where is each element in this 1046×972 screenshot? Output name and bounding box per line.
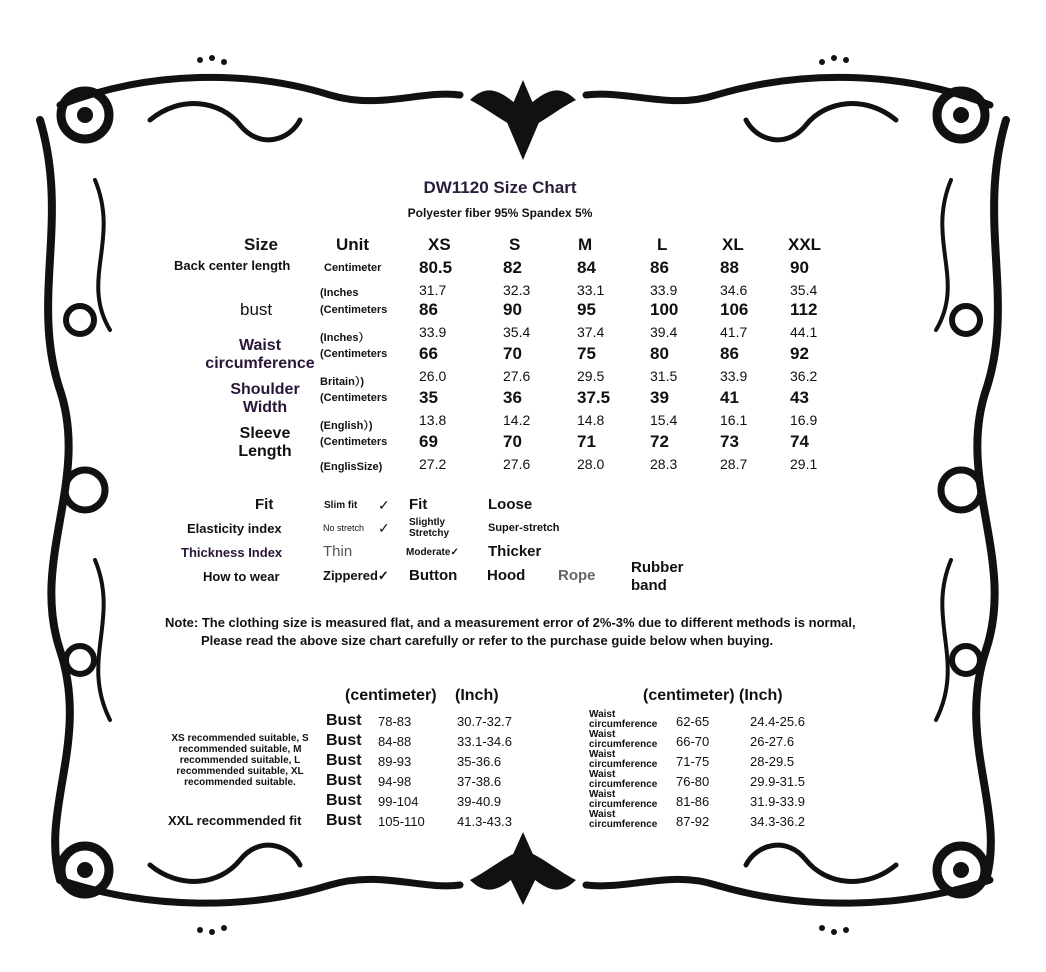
value-cell: 70 [503, 344, 522, 363]
value-cell: 35.4 [503, 324, 531, 340]
size-col-m: M [578, 235, 593, 254]
value-cell: 33.1 [577, 282, 605, 298]
waist-inch-value: 31.9-33.9 [750, 794, 805, 809]
size-col-l: L [657, 235, 668, 254]
value-cell: 14.8 [577, 412, 605, 428]
thickness-option-thin: Thin [323, 543, 353, 560]
value-cell: 34.6 [720, 282, 748, 298]
elasticity-check-icon: ✓ [378, 520, 390, 536]
size-col-xs: XS [428, 235, 451, 254]
bust-label: Bust [326, 772, 362, 789]
size-col-s: S [509, 235, 521, 254]
waist-inch-value: 26-27.6 [750, 734, 795, 749]
value-cell: 15.4 [650, 412, 678, 428]
value-cell: 44.1 [790, 324, 818, 340]
value-cell: 90 [503, 300, 522, 319]
waist-inch-value: 34.3-36.2 [750, 814, 805, 829]
fit-option-loose: Loose [488, 496, 533, 513]
bust-inch-value: 37-38.6 [457, 774, 502, 789]
value-cell: 66 [419, 344, 438, 363]
note-line-1: Note: The clothing size is measured flat, and a measurement error of 2%-3% due to different methods is normal, [165, 615, 856, 630]
thickness-option-moderate: Moderate✓ [406, 547, 459, 558]
unit-cell: (Inches） [320, 332, 370, 344]
value-cell: 33.9 [720, 368, 748, 384]
row-label-sleeve: Sleeve Length [238, 425, 292, 460]
bust-label: Bust [326, 752, 362, 769]
guide-left-header-cm: (centimeter) [345, 687, 437, 704]
elasticity-option-slight: Slightly Stretchy [409, 517, 450, 539]
value-cell: 37.5 [577, 388, 611, 407]
waist-inch-value: 29.9-31.5 [750, 774, 805, 789]
size-col-xl: XL [722, 235, 744, 254]
size-col-xxl: XXL [788, 235, 822, 254]
wear-option-button: Button [409, 567, 458, 584]
bust-cm-value: 105-110 [378, 814, 425, 829]
elasticity-option-none: No stretch [323, 523, 365, 533]
value-cell: 35.4 [790, 282, 818, 298]
value-cell: 27.6 [503, 368, 531, 384]
unit-cell: (Centimeters [320, 304, 388, 316]
value-cell: 84 [577, 258, 596, 277]
value-cell: 26.0 [419, 368, 447, 384]
value-cell: 32.3 [503, 282, 531, 298]
thickness-option-thicker: Thicker [488, 543, 542, 560]
value-cell: 100 [650, 300, 679, 319]
value-cell: 28.3 [650, 456, 678, 472]
value-cell: 13.8 [419, 412, 447, 428]
value-cell: 29.5 [577, 368, 605, 384]
xxl-recommend-text: XXL recommended fit [168, 813, 302, 828]
waist-inch-value: 24.4-25.6 [750, 714, 805, 729]
guide-left-header-inch: (Inch) [455, 687, 499, 704]
unit-cell: (Centimeters [320, 348, 388, 360]
wear-option-rubber-band: Rubber band [631, 559, 684, 594]
value-cell: 73 [720, 432, 739, 451]
value-cell: 28.0 [577, 456, 605, 472]
bust-label: Bust [326, 792, 362, 809]
value-cell: 33.9 [650, 282, 678, 298]
unit-header: Unit [336, 235, 370, 254]
value-cell: 80.5 [419, 258, 453, 277]
waist-cm-value: 71-75 [676, 754, 710, 769]
fit-option-fit: Fit [409, 496, 428, 513]
value-cell: 80 [650, 344, 669, 363]
value-cell: 28.7 [720, 456, 748, 472]
bust-inch-value: 30.7-32.7 [457, 714, 512, 729]
waist-cm-value: 81-86 [676, 794, 710, 809]
bust-inch-value: 33.1-34.6 [457, 734, 512, 749]
wear-option-zippered: Zippered✓ [323, 568, 389, 583]
bust-cm-value: 99-104 [378, 794, 419, 809]
bust-cm-value: 78-83 [378, 714, 412, 729]
value-cell: 31.5 [650, 368, 678, 384]
guide-right-header: (centimeter) (Inch) [643, 687, 783, 704]
value-cell: 33.9 [419, 324, 447, 340]
value-cell: 39.4 [650, 324, 678, 340]
bust-cm-value: 84-88 [378, 734, 412, 749]
value-cell: 74 [790, 432, 809, 451]
waist-label: Waist circumference [589, 709, 658, 730]
bust-inch-value: 41.3-43.3 [457, 814, 512, 829]
waist-cm-value: 87-92 [676, 814, 710, 829]
value-cell: 95 [577, 300, 596, 319]
unit-cell: (Centimeters [320, 436, 388, 448]
value-cell: 112 [790, 300, 818, 319]
value-cell: 86 [419, 300, 438, 319]
elasticity-option-super: Super-stretch [488, 522, 560, 534]
value-cell: 16.1 [720, 412, 748, 428]
attr-label-thickness: Thickness Index [181, 545, 283, 560]
value-cell: 86 [720, 344, 739, 363]
note-line-2: Please read the above size chart carefully or refer to the purchase guide below when buying. [201, 633, 774, 648]
unit-cell: Centimeter [324, 262, 382, 274]
waist-label: Waist circumference [589, 749, 658, 770]
page-title: DW1120 Size Chart [423, 178, 577, 197]
bust-cm-value: 94-98 [378, 774, 412, 789]
value-cell: 90 [790, 258, 809, 277]
waist-label: Waist circumference [589, 769, 658, 790]
recommend-text: XS recommended suitable, S recommended suitable, M recommended suitable, L recommended suitable, XL recommended suitable. [171, 733, 309, 788]
waist-label: Waist circumference [589, 789, 658, 810]
value-cell: 41.7 [720, 324, 748, 340]
value-cell: 69 [419, 432, 438, 451]
value-cell: 72 [650, 432, 669, 451]
page-subtitle: Polyester fiber 95% Spandex 5% [407, 206, 593, 220]
row-label-bust: bust [240, 300, 273, 319]
row-label-shoulder: Shoulder Width [230, 381, 300, 416]
value-cell: 36.2 [790, 368, 818, 384]
waist-cm-value: 76-80 [676, 774, 710, 789]
row-label-back-length: Back center length [174, 258, 291, 273]
bust-label: Bust [326, 812, 362, 829]
waist-label: Waist circumference [589, 809, 658, 830]
size-header: Size [244, 235, 279, 254]
value-cell: 39 [650, 388, 669, 407]
value-cell: 82 [503, 258, 522, 277]
value-cell: 43 [790, 388, 809, 407]
value-cell: 86 [650, 258, 669, 277]
unit-cell: (EnglisSize) [320, 461, 383, 473]
unit-cell: (Centimeters [320, 392, 388, 404]
row-label-waist: Waist circumference [205, 337, 315, 372]
waist-inch-value: 28-29.5 [750, 754, 795, 769]
unit-cell: (English）) [320, 420, 373, 432]
value-cell: 106 [720, 300, 749, 319]
value-cell: 92 [790, 344, 809, 363]
waist-label: Waist circumference [589, 729, 658, 750]
wear-option-hood: Hood [487, 567, 526, 584]
unit-cell: (Inches [320, 287, 359, 299]
value-cell: 27.2 [419, 456, 447, 472]
value-cell: 27.6 [503, 456, 531, 472]
value-cell: 14.2 [503, 412, 531, 428]
waist-cm-value: 66-70 [676, 734, 710, 749]
bust-label: Bust [326, 732, 362, 749]
bust-label: Bust [326, 712, 362, 729]
attr-label-how-to-wear: How to wear [203, 569, 280, 584]
value-cell: 31.7 [419, 282, 447, 298]
wear-option-rope: Rope [558, 567, 596, 584]
value-cell: 71 [577, 432, 596, 451]
unit-cell: Britain）) [320, 376, 364, 388]
bust-inch-value: 35-36.6 [457, 754, 502, 769]
value-cell: 75 [577, 344, 596, 363]
value-cell: 29.1 [790, 456, 818, 472]
waist-cm-value: 62-65 [676, 714, 710, 729]
value-cell: 35 [419, 388, 438, 407]
fit-option-slim: Slim fit [324, 500, 358, 511]
value-cell: 37.4 [577, 324, 605, 340]
value-cell: 88 [720, 258, 739, 277]
fit-check-icon: ✓ [378, 497, 390, 513]
value-cell: 16.9 [790, 412, 818, 428]
bust-cm-value: 89-93 [378, 754, 412, 769]
value-cell: 70 [503, 432, 522, 451]
value-cell: 36 [503, 388, 522, 407]
bust-inch-value: 39-40.9 [457, 794, 502, 809]
attr-label-fit: Fit [255, 496, 274, 513]
value-cell: 41 [720, 388, 739, 407]
attr-label-elasticity: Elasticity index [187, 521, 282, 536]
